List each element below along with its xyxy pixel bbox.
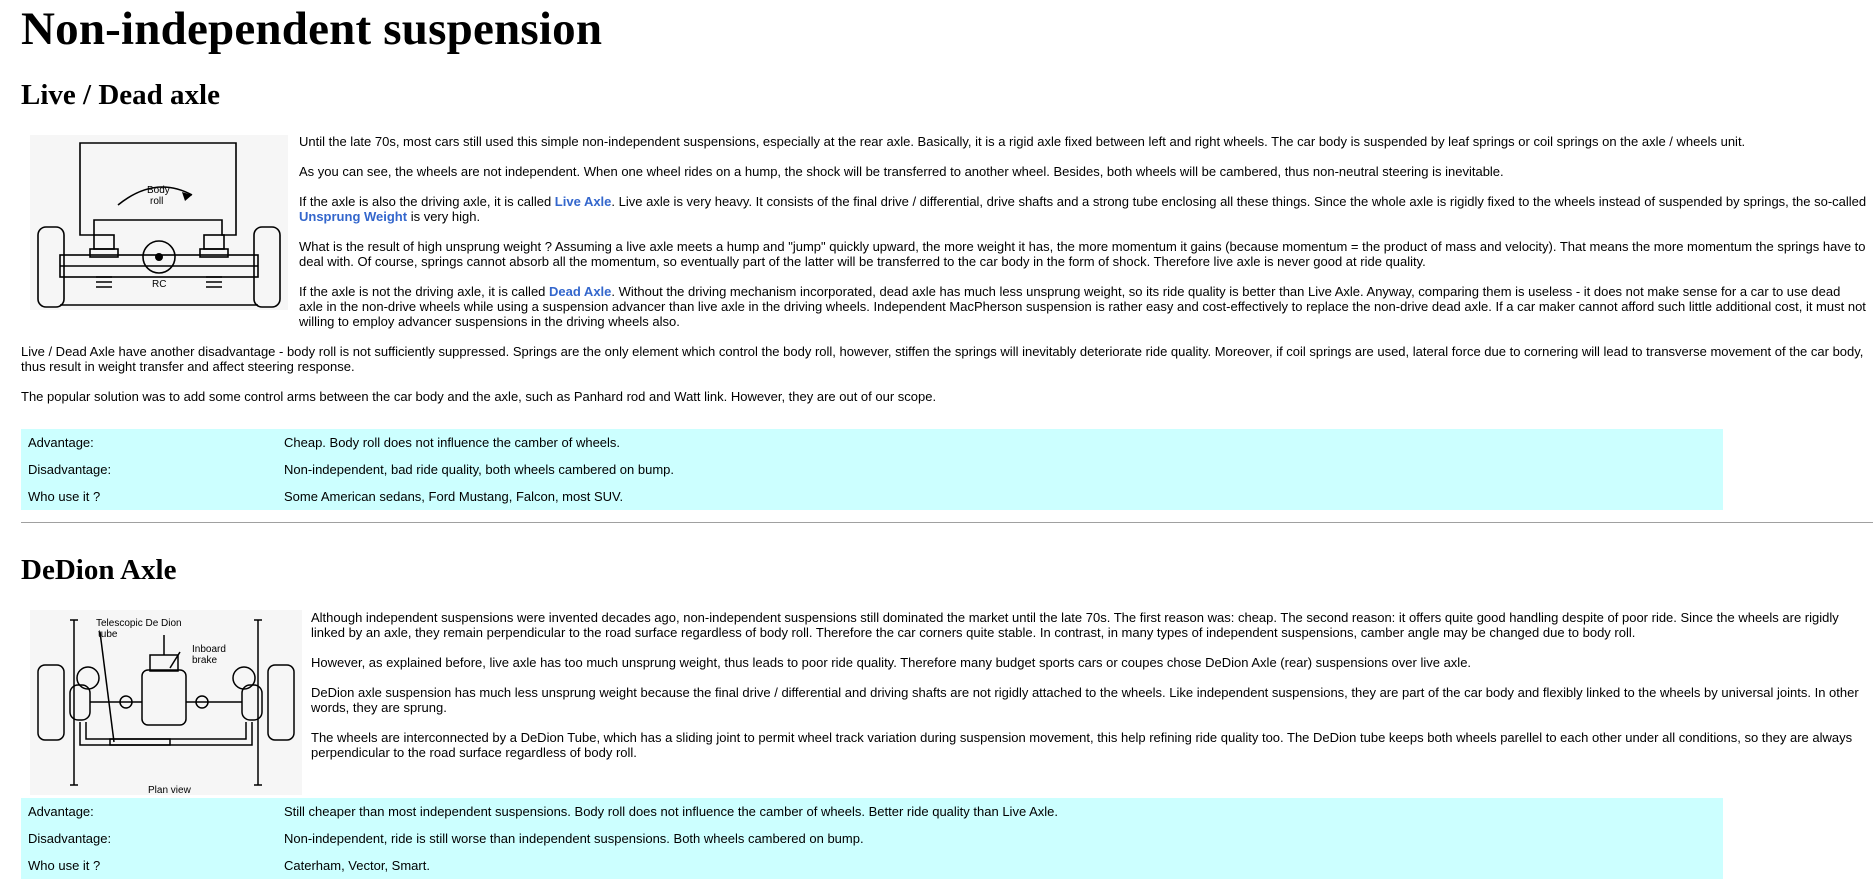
unsprung-weight-link[interactable]: Unsprung Weight	[299, 209, 408, 224]
table-value: Caterham, Vector, Smart.	[284, 858, 430, 873]
paragraph: Live / Dead Axle have another disadvantage - body roll is not sufficiently suppressed. Springs are the only element which control the body roll, however, stiffen the springs will inevitably deteriorate ride quality. Moreover, if coil springs are used, lateral force due to cornering will lead to transverse movement of the car body, thus result in weight transfer and affect steering response.	[21, 344, 1864, 374]
section-heading-dedion-axle: DeDion Axle	[21, 554, 177, 586]
table-row	[21, 852, 1723, 879]
table-label: Who use it ?	[28, 858, 101, 873]
table-value: Still cheaper than most independent suspensions. Body roll does not influence the camber of wheels. Better ride quality than Live Axle.	[284, 804, 1058, 819]
figure-label-inboard: Inboard	[192, 644, 226, 655]
live-axle-link[interactable]: Live Axle	[554, 194, 612, 209]
paragraph: However, as explained before, live axle has too much unsprung weight, thus leads to poor ride quality. Therefore many budget sports cars or coupes chose DeDion Axle (rear) suspensions over live axle.	[311, 655, 1472, 670]
text: . Live axle is very heavy. It consists of the final drive / differential, drive shafts and a strong tube enclosing all these things. Since the whole axle is rigidly fixed to the wheels instead of suspended by springs, the so-called	[611, 194, 1867, 209]
paragraph: The popular solution was to add some control arms between the car body and the axle, such as Panhard rod and Watt link. However, they are out of our scope.	[21, 389, 937, 404]
figure-label-telescopic: Telescopic De Dion	[96, 618, 182, 629]
figure-label-tube: tube	[98, 629, 118, 640]
table-row	[21, 483, 1723, 510]
paragraph: What is the result of high unsprung weight ? Assuming a live axle meets a hump and "jump" quickly upward, the more weight it has, the more momentum it gains (because momentum = the product of mass and velocity). That means the more momentum the springs have to deal with. Of course, springs cannot absorb all the momentum, so eventually part of the latter will be transferred to the car body in the form of shock. Therefore live axle is never good at ride quality.	[299, 239, 1866, 269]
table-value: Some American sedans, Ford Mustang, Falcon, most SUV.	[284, 489, 624, 504]
table-label: Disadvantage:	[28, 831, 112, 846]
figure-label-brake: brake	[192, 655, 218, 666]
section-heading-live-dead-axle: Live / Dead axle	[21, 79, 220, 111]
figure-float-spacer	[21, 610, 311, 753]
table-value: Cheap. Body roll does not influence the camber of wheels.	[284, 435, 621, 450]
table-row	[21, 456, 1723, 483]
live-dead-axle-text	[21, 134, 1867, 419]
figure-label-rc: RC	[152, 279, 167, 290]
text: is very high.	[407, 209, 481, 224]
text: If the axle is not the driving axle, it is called	[299, 284, 550, 299]
table-value: Non-independent, bad ride quality, both wheels cambered on bump.	[284, 462, 675, 477]
section-divider	[21, 522, 1873, 523]
figure-label-body: Body	[147, 185, 170, 196]
table-label: Disadvantage:	[28, 462, 112, 477]
paragraph: As you can see, the wheels are not independent. When one wheel rides on a hump, the shock will be transferred to another wheel. Besides, both wheels will be cambered, thus non-neutral steering is inevitable.	[299, 164, 1504, 179]
table-label: Advantage:	[28, 435, 94, 450]
paragraph: Although independent suspensions were invented decades ago, non-independent suspensions still dominated the market until the late 70s. The first reason was: cheap. The second reason: it offers quite good handling despite of poor ride. Since the wheels are rigidly linked by an axle, they remain perpendicular to the road surface regardless of body roll. Therefore the car corners quite stable. In contrast, in many types of independent suspensions, camber angle may be changed due to body roll.	[311, 610, 1839, 640]
table-label: Advantage:	[28, 804, 94, 819]
paragraph: Until the late 70s, most cars still used this simple non-independent suspensions, especially at the rear axle. Basically, it is a rigid axle fixed between left and right wheels. The car body is suspended by leaf springs or coil springs on the axle / wheels unit.	[299, 134, 1746, 149]
paragraph: The wheels are interconnected by a DeDion Tube, which has a sliding joint to permit wheel track variation during suspension movement, this help refining ride quality too. The DeDion tube keeps both wheels parellel to each other under all conditions, so they are always perpendicular to the road surface regardless of body roll.	[311, 730, 1853, 760]
figure-float-spacer	[21, 134, 299, 317]
figure-label-plan-view: Plan view	[148, 785, 191, 795]
figure-label-roll: roll	[150, 196, 164, 207]
dedion-axle-summary-table	[21, 798, 1723, 879]
page-title: Non-independent suspension	[21, 3, 603, 55]
live-axle-summary-table	[21, 429, 1723, 510]
dead-axle-link[interactable]: Dead Axle	[549, 284, 612, 299]
text: If the axle is also the driving axle, it is called	[299, 194, 555, 209]
table-row	[21, 825, 1723, 852]
table-value: Non-independent, ride is still worse than independent suspensions. Both wheels cambered on bump.	[284, 831, 864, 846]
table-row	[21, 429, 1723, 456]
table-row	[21, 798, 1723, 825]
table-label: Who use it ?	[28, 489, 101, 504]
paragraph: DeDion axle suspension has much less unsprung weight because the final drive / differential and driving shafts are not rigidly attached to the wheels. Like independent suspensions, they are part of the car body and flexibly linked to the wheels by universal joints. In other words, they are sprung.	[311, 685, 1859, 715]
dedion-axle-text	[21, 610, 1867, 775]
text: . Without the driving mechanism incorporated, dead axle has much less unsprung weight, so its ride quality is better than Live Axle. Anyway, comparing them is useless - it does not make sense for a car to use dead axle in the non-drive wheels while using a suspension advancer than live axle in the driving wheels. Independent MacPherson suspension is rather easy and cost-effectively to replace the non-drive dead axle. If a car maker cannot afford such little additional cost, it must not willing to employ advancer suspensions in the driving wheels also.	[299, 284, 1866, 329]
